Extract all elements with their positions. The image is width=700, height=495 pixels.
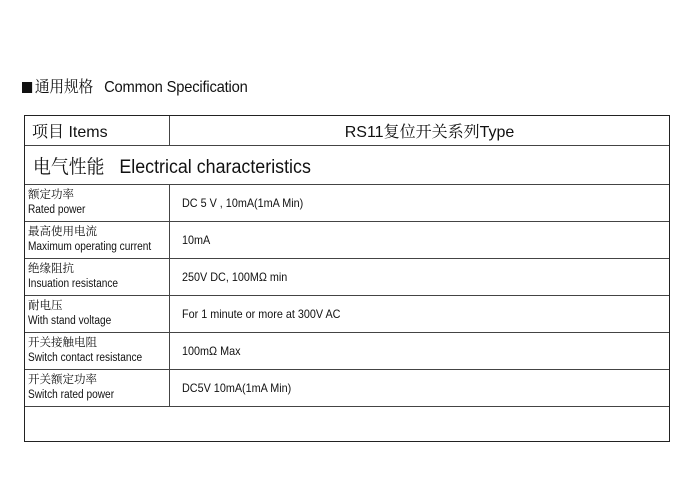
table-row [25, 184, 669, 221]
row-label-en: Switch contact resistance [28, 352, 143, 364]
row-value [170, 185, 669, 221]
row-value-text: For 1 minute or more at 300V AC [182, 307, 341, 321]
row-label-cn: 最高使用电流 [28, 226, 97, 238]
row-label [25, 259, 170, 295]
row-value [170, 222, 669, 258]
row-label-cn: 开关接触电阻 [28, 337, 97, 349]
row-value-text: DC5V 10mA(1mA Min) [182, 381, 292, 395]
table-row [25, 369, 669, 406]
table-row [25, 221, 669, 258]
section-heading [22, 74, 248, 97]
section-title: 电气性能 Electrical characteristics [33, 156, 311, 178]
row-label-en: Maximum operating current [28, 241, 152, 253]
row-label [25, 222, 170, 258]
heading-cn: 通用规格 [34, 79, 94, 96]
row-label-cn: 开关额定功率 [28, 374, 97, 386]
row-label-cn: 绝缘阻抗 [28, 263, 74, 275]
heading-en: Common Specification [104, 79, 248, 96]
row-label-cn: 耐电压 [28, 300, 63, 312]
row-label-en: With stand voltage [28, 315, 112, 327]
square-bullet-icon [22, 82, 32, 93]
row-label-en: Rated power [28, 204, 86, 216]
header-type: RS11复位开关系列Type [344, 124, 515, 141]
row-label-en: Switch rated power [28, 389, 115, 401]
row-value-text: 100mΩ Max [182, 344, 241, 358]
row-value [170, 259, 669, 295]
row-value-text: 250V DC, 100MΩ min [182, 270, 288, 284]
spec-table [24, 115, 670, 442]
row-value [170, 296, 669, 332]
empty-row [25, 406, 669, 441]
row-label-cn: 额定功率 [28, 189, 74, 201]
row-value-text: DC 5 V , 10mA(1mA Min) [182, 196, 304, 210]
header-items: 项目 Items [25, 116, 170, 145]
section-title-row [25, 145, 669, 184]
row-value [170, 370, 669, 406]
table-row [25, 258, 669, 295]
row-value [170, 333, 669, 369]
row-value-text: 10mA [182, 233, 211, 247]
table-row [25, 332, 669, 369]
row-label-en: Insuation resistance [28, 278, 119, 290]
row-label [25, 296, 170, 332]
table-row [25, 295, 669, 332]
row-label [25, 333, 170, 369]
row-label [25, 185, 170, 221]
row-label [25, 370, 170, 406]
table-header-row [25, 116, 669, 145]
